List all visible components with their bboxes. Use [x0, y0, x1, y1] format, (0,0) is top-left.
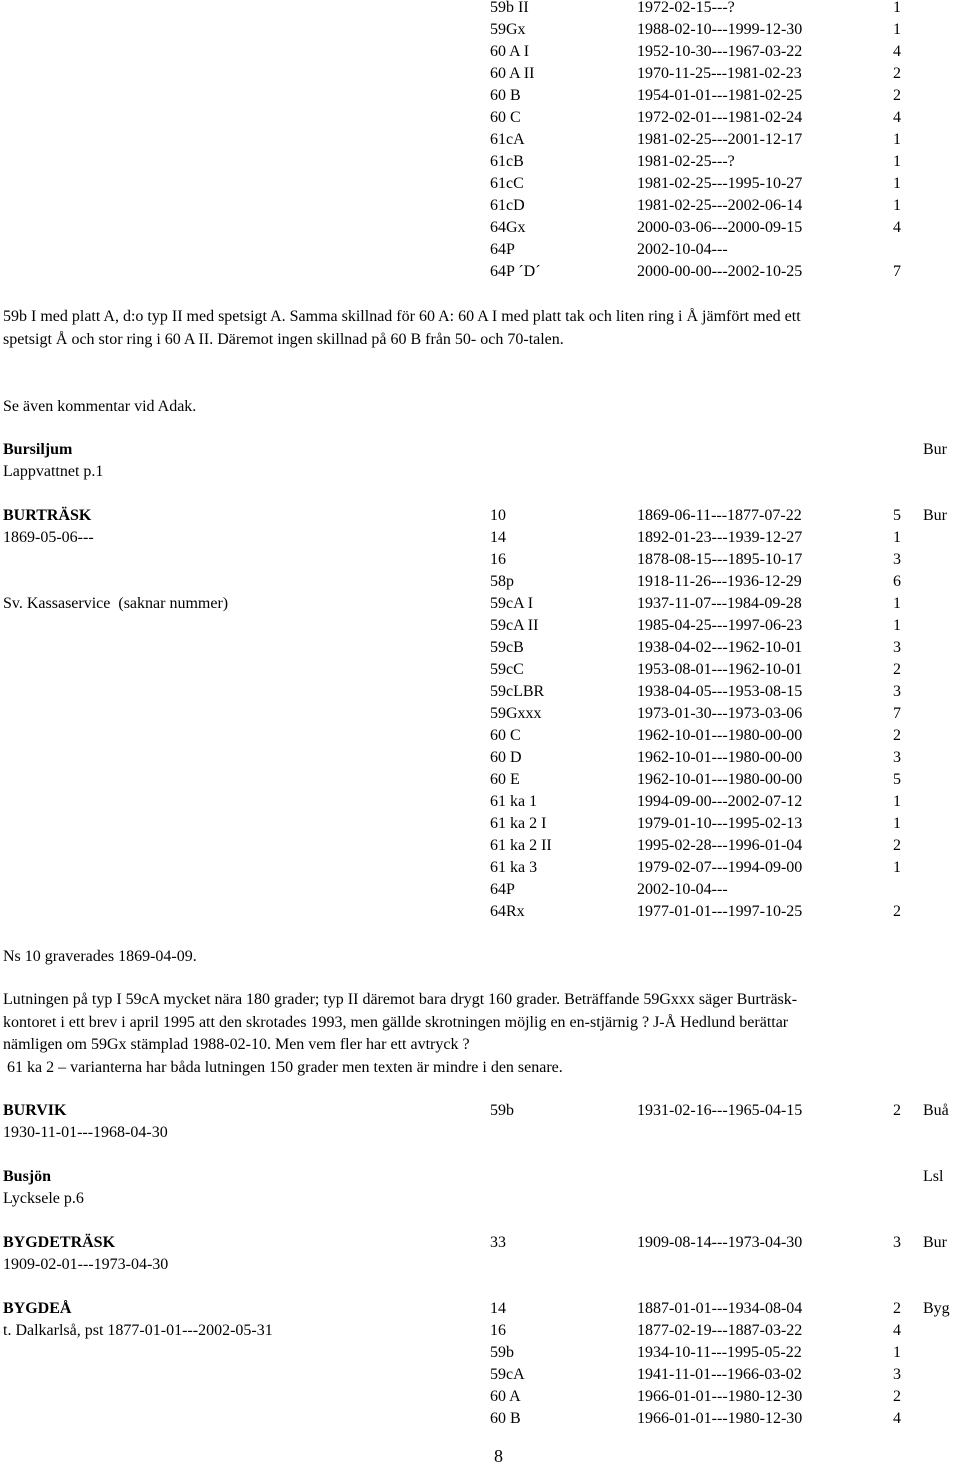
- stamp-dates: 1938-04-02---1962-10-01: [637, 639, 803, 656]
- stamp-dates: 2000-00-00---2002-10-25: [637, 263, 803, 280]
- stamp-count: 3: [893, 749, 901, 766]
- table-row: [0, 1342, 960, 1364]
- stamp-count: 7: [893, 263, 901, 280]
- stamp-dates: 1918-11-26---1936-12-29: [637, 573, 802, 590]
- stamp-code: 59cB: [490, 639, 524, 656]
- stamp-code: 59Gxxx: [490, 705, 542, 722]
- stamp-dates: 1995-02-28---1996-01-04: [637, 837, 803, 854]
- stamp-code: 59cLBR: [490, 683, 545, 700]
- stamp-code: 58p: [490, 573, 514, 590]
- stamp-code: 33: [490, 1234, 506, 1251]
- table-row: [0, 129, 960, 151]
- stamp-count: 3: [893, 551, 901, 568]
- stamp-code: 14: [490, 1300, 506, 1317]
- stamp-dates: 1988-02-10---1999-12-30: [637, 21, 803, 38]
- post-abbrev: Byg: [923, 1300, 950, 1317]
- stamp-dates: 1962-10-01---1980-00-00: [637, 749, 803, 766]
- stamp-code: 60 E: [490, 771, 520, 788]
- stamp-count: 4: [893, 109, 901, 126]
- stamp-dates: 1952-10-30---1967-03-22: [637, 43, 803, 60]
- stamp-count: 4: [893, 1410, 901, 1427]
- table-row: [0, 725, 960, 747]
- stamp-count: 1: [893, 197, 901, 214]
- stamp-dates: 1962-10-01---1980-00-00: [637, 727, 803, 744]
- stamp-count: 1: [893, 153, 901, 170]
- stamp-code: 61 ka 2 II: [490, 837, 552, 854]
- stamp-code: 60 D: [490, 749, 522, 766]
- stamp-dates: 1954-01-01---1981-02-25: [637, 87, 803, 104]
- stamp-dates: 1979-02-07---1994-09-00: [637, 859, 803, 876]
- table-row: [0, 1408, 960, 1430]
- place-name: BURTRÄSK: [3, 507, 92, 524]
- burtrask-note: [3, 989, 823, 1079]
- stamp-count: 7: [893, 705, 901, 722]
- stamp-code: 64Rx: [490, 903, 525, 920]
- stamp-code: 59cA I: [490, 595, 534, 612]
- stamp-code: 61 ka 3: [490, 859, 538, 876]
- stamp-dates: 1878-08-15---1895-10-17: [637, 551, 803, 568]
- table-row: [0, 835, 960, 857]
- entry-period: [0, 1254, 960, 1276]
- cross-reference: Lycksele p.6: [3, 1190, 84, 1207]
- stamp-count: 2: [893, 727, 901, 744]
- stamp-code: 59cC: [490, 661, 524, 678]
- post-abbrev: Bur: [923, 507, 947, 524]
- table-row: [0, 791, 960, 813]
- stamp-code: 64Gx: [490, 219, 526, 236]
- stamp-dates: 1887-01-01---1934-08-04: [637, 1300, 803, 1317]
- stamp-code: 64P ´D´: [490, 263, 541, 280]
- stamp-code: 61cA: [490, 131, 525, 148]
- stamp-code: 61cD: [490, 197, 525, 214]
- stamp-dates: 1869-06-11---1877-07-22: [637, 507, 802, 524]
- stamp-code: 61cB: [490, 153, 524, 170]
- stamp-dates: 1981-02-25---2001-12-17: [637, 131, 803, 148]
- stamp-code: 60 C: [490, 109, 521, 126]
- table-row: [0, 681, 960, 703]
- stamp-code: 60 B: [490, 1410, 521, 1427]
- table-row: [0, 901, 960, 923]
- stamp-count: 1: [893, 0, 901, 16]
- entry-period: [0, 1122, 960, 1144]
- place-name: BYGDEÅ: [3, 1300, 72, 1317]
- stamp-count: 4: [893, 1322, 901, 1339]
- period-dates: 1930-11-01---1968-04-30: [3, 1124, 168, 1141]
- table-row: [0, 593, 960, 615]
- engraved-row: [0, 946, 960, 968]
- stamp-dates: 1938-04-05---1953-08-15: [637, 683, 803, 700]
- stamp-code: 59cA: [490, 1366, 525, 1383]
- table-row: [0, 747, 960, 769]
- table-row: [0, 505, 960, 527]
- stamp-dates: 1892-01-23---1939-12-27: [637, 529, 803, 546]
- stamp-dates: 1966-01-01---1980-12-30: [637, 1410, 803, 1427]
- stamp-dates: 1981-02-25---?: [637, 153, 735, 170]
- stamp-count: 1: [893, 595, 901, 612]
- stamp-count: 4: [893, 219, 901, 236]
- stamp-code: 59b: [490, 1102, 514, 1119]
- stamp-code: 16: [490, 1322, 506, 1339]
- stamp-count: 3: [893, 1234, 901, 1251]
- opened-date: 1869-05-06---: [3, 529, 94, 546]
- stamp-count: 2: [893, 1102, 901, 1119]
- table-row: [0, 19, 960, 41]
- stamp-code: 60 A: [490, 1388, 521, 1405]
- stamp-count: 1: [893, 21, 901, 38]
- stamp-dates: 2002-10-04---: [637, 881, 728, 898]
- place-name: BURVIK: [3, 1102, 67, 1119]
- table-row: [0, 703, 960, 725]
- table-row: [0, 151, 960, 173]
- table-row: [0, 1298, 960, 1320]
- page-number: 8: [494, 1446, 503, 1466]
- table-row: [0, 813, 960, 835]
- entry-ref: [0, 1188, 960, 1210]
- stamp-count: 3: [893, 639, 901, 656]
- stamp-count: 2: [893, 87, 901, 104]
- table-row: [0, 41, 960, 63]
- stamp-dates: 1877-02-19---1887-03-22: [637, 1322, 803, 1339]
- stamp-count: 2: [893, 837, 901, 854]
- stamp-code: 60 C: [490, 727, 521, 744]
- stamp-dates: 1970-11-25---1981-02-23: [637, 65, 802, 82]
- entry-header-bursiljum: [0, 439, 960, 461]
- table-row: [0, 615, 960, 637]
- variant-note: 59b I med platt A, d:o typ II med spetsigt A. Samma skillnad för 60 A: 60 A I med platt tak och liten ring i Å jämfört med ett spetsigt Å och stor ring i 60 A II. Däremot ingen skillnad på 60 B från 50- och 70-talen.: [3, 308, 801, 348]
- period-dates: 1909-02-01---1973-04-30: [3, 1256, 169, 1273]
- stamp-count: 2: [893, 661, 901, 678]
- table-row: [0, 63, 960, 85]
- stamp-dates: 1941-11-01---1966-03-02: [637, 1366, 802, 1383]
- stamp-code: 14: [490, 529, 506, 546]
- stamp-dates: 2002-10-04---: [637, 241, 728, 258]
- table-row: [0, 173, 960, 195]
- stamp-count: 3: [893, 1366, 901, 1383]
- stamp-code: 60 A I: [490, 43, 530, 60]
- stamp-dates: 1953-08-01---1962-10-01: [637, 661, 803, 678]
- table-row: [0, 0, 960, 19]
- stamp-count: 2: [893, 65, 901, 82]
- stamp-count: 5: [893, 771, 901, 788]
- stamp-dates: 1977-01-01---1997-10-25: [637, 903, 803, 920]
- stamp-code: 16: [490, 551, 506, 568]
- stamp-code: 59cA II: [490, 617, 539, 634]
- table-row: [0, 879, 960, 901]
- stamp-count: 1: [893, 815, 901, 832]
- stamp-count: 4: [893, 43, 901, 60]
- table-row: [0, 659, 960, 681]
- entry-header-busjon: [0, 1166, 960, 1188]
- stamp-count: 1: [893, 175, 901, 192]
- stamp-code: 61 ka 1: [490, 793, 538, 810]
- stamp-code: 60 A II: [490, 65, 535, 82]
- stamp-code: 10: [490, 507, 506, 524]
- table-row: [0, 1386, 960, 1408]
- table-row: [0, 527, 960, 549]
- see-also-note: Se även kommentar vid Adak.: [3, 398, 197, 415]
- table-row: [0, 217, 960, 239]
- stamp-count: 2: [893, 1300, 901, 1317]
- stamp-dates: 1937-11-07---1984-09-28: [637, 595, 802, 612]
- entry-burvik: [0, 1100, 960, 1122]
- stamp-count: 1: [893, 1344, 901, 1361]
- place-name: Bursiljum: [3, 441, 73, 458]
- stamp-dates: 1909-08-14---1973-04-30: [637, 1234, 803, 1251]
- stamp-code: 64P: [490, 241, 515, 258]
- stamp-dates: 1962-10-01---1980-00-00: [637, 771, 803, 788]
- stamp-code: 64P: [490, 881, 515, 898]
- stamp-code: 59b: [490, 1344, 514, 1361]
- cross-reference: Lappvattnet p.1: [3, 463, 104, 480]
- entry-bygdetrask: [0, 1232, 960, 1254]
- stamp-dates: 1979-01-10---1995-02-13: [637, 815, 803, 832]
- stamp-dates: 1931-02-16---1965-04-15: [637, 1102, 803, 1119]
- table-row: [0, 769, 960, 791]
- stamp-code: 61cC: [490, 175, 524, 192]
- stamp-code: 59b II: [490, 0, 529, 16]
- table-row: [0, 239, 960, 261]
- post-abbrev: Lsl: [923, 1168, 944, 1185]
- table-row: [0, 571, 960, 593]
- stamp-dates: 1994-09-00---2002-07-12: [637, 793, 803, 810]
- variant-note-61ka2: 61 ka 2 – varianterna har båda lutningen 150 grader men texten är mindre i den senare.: [3, 1058, 563, 1076]
- stamp-code: 60 B: [490, 87, 521, 104]
- table-row: [0, 1320, 960, 1342]
- post-abbrev: Buå: [923, 1102, 949, 1119]
- stamp-dates: 1981-02-25---2002-06-14: [637, 197, 803, 214]
- stamp-dates: 2000-03-06---2000-09-15: [637, 219, 803, 236]
- place-name: BYGDETRÄSK: [3, 1234, 116, 1251]
- table-row: [0, 637, 960, 659]
- table-row: [0, 195, 960, 217]
- stamp-count: 1: [893, 529, 901, 546]
- stamp-count: 1: [893, 131, 901, 148]
- branch-note: t. Dalkarlså, pst 1877-01-01---2002-05-31: [3, 1322, 273, 1339]
- stamp-dates: 1973-01-30---1973-03-06: [637, 705, 803, 722]
- entry-ref: [0, 461, 960, 483]
- stamp-count: 3: [893, 683, 901, 700]
- stamp-code: 61 ka 2 I: [490, 815, 547, 832]
- table-row: [0, 549, 960, 571]
- engraved-note: Ns 10 graverades 1869-04-09.: [3, 948, 197, 965]
- table-row: [0, 107, 960, 129]
- slope-note: Lutningen på typ I 59cA mycket nära 180 grader; typ II däremot bara drygt 160 grader. Beträffande 59Gxxx säger Burträsk-kontoret i ett brev i april 1995 att den skrotades 1993, men gällde skrotningen möjlig en en-stjärnig ? J-Å Hedlund berättar nämligen om 59Gx stämplad 1988-02-10. Men vem fler har ett avtryck ?: [3, 991, 798, 1053]
- stamp-dates: 1934-10-11---1995-05-22: [637, 1344, 802, 1361]
- service-note: Sv. Kassaservice (saknar nummer): [3, 595, 229, 612]
- stamp-dates: 1985-04-25---1997-06-23: [637, 617, 803, 634]
- stamp-dates: 1981-02-25---1995-10-27: [637, 175, 803, 192]
- stamp-dates: 1966-01-01---1980-12-30: [637, 1388, 803, 1405]
- table-row: [0, 85, 960, 107]
- stamp-count: 1: [893, 617, 901, 634]
- stamp-code: 59Gx: [490, 21, 526, 38]
- table-row: [0, 1364, 960, 1386]
- stamp-count: 1: [893, 859, 901, 876]
- stamp-dates: 1972-02-01---1981-02-24: [637, 109, 803, 126]
- stamp-dates: 1972-02-15---?: [637, 0, 735, 16]
- table-row: [0, 261, 960, 283]
- post-abbrev: Bur: [923, 1234, 947, 1251]
- stamp-count: 5: [893, 507, 901, 524]
- table-row: [0, 857, 960, 879]
- stamp-count: 6: [893, 573, 901, 590]
- place-name: Busjön: [3, 1168, 52, 1185]
- post-abbrev: Bur: [923, 441, 947, 458]
- stamp-count: 2: [893, 1388, 901, 1405]
- stamp-count: 1: [893, 793, 901, 810]
- stamp-count: 2: [893, 903, 901, 920]
